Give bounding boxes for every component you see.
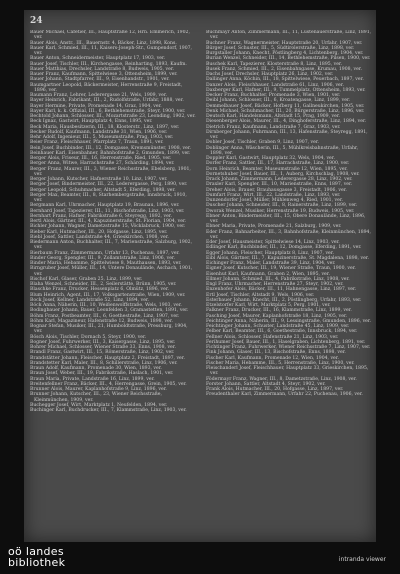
- directory-entry: Bognar Stefan, Musiker, III., 21, Humboldtstraße, Pressburg, 1904, ver.: [30, 324, 188, 335]
- directory-entry: Berger Anna, Witwe, Harrachstraße 27, Schärding, 1894, ver.: [30, 161, 175, 167]
- directory-entry: Blaschke Franz, Drucker, Hessenplatz 6, Olmütz, 1896, ver.: [30, 287, 170, 293]
- directory-entry: Dorfer Franz, Sattler, III., 17, Harrachstraße, Linz, 1900, ver.: [206, 161, 350, 167]
- directory-entry: Bauer Alois, Anstr., III., Bauernstr. 4, Bäcker, Linz, 1898, Kons.: [30, 40, 177, 46]
- directory-entry: Bayer Heinrich, Fabrikant, III., 2, Rudolfstraße, Urfahr, 1888, ver.: [30, 98, 184, 104]
- directory-entry: Dornetshuber Josef, Bauer, III., 1, Auberg, Kirchschlag, 1908, ver.: [206, 171, 360, 177]
- directory-entry: Brandstätter Johann, Fleischer, Hauptplatz 2, Freistadt, 1897, ver.: [30, 355, 185, 361]
- directory-entry: Brunner Alois, Maurer, Kaplanhofstraße 9, Linz, 1896, ver.: [30, 387, 167, 392]
- directory-entry: Behr Adolf, Ingenieur, III., 5, Museumstraße, Prag, 1903, ver.: [30, 135, 174, 140]
- directory-entry: Breitenfellner Franz, Bäcker, III., 4, Herrengasse, Grein, 1905, ver.: [30, 381, 187, 387]
- directory-entry: Berger Josef, Bindermeister, III., 22, Lederergasse, Perg, 1890, ver.: [30, 182, 188, 188]
- page-number: 24: [30, 16, 43, 26]
- directory-entry: Ellmer Johann, Schmied, III., 4, Fabrikstraße, Linz, 1908, ver.: [206, 276, 350, 282]
- directory-entry: Dworak Wenzel, Musiker, Herrenstraße 19, Budweis, 1905, ver.: [206, 208, 355, 214]
- directory-entry: Buchegger Josef, Wirt, Marktplatz 1, Neufelden, 1894, ver.: [30, 402, 168, 408]
- directory-entry: Binder Maria, Hebamme, Spittelwiese 8, Mauthausen, 1893, ver.: [30, 261, 182, 266]
- directory-entry: Biebl Josef, Sattler, Landstraße 44, Grieskirchen, 1908, ver.: [30, 234, 169, 240]
- directory-entry: Bichler Johann, Wagner, Dametzstraße 15, Vöcklabruck, 1900, ver.: [30, 224, 186, 230]
- directory-entry: Birngruber Josef, Müller, III., 14, Untere Donaulände, Aschach, 1901, ver.: [30, 266, 193, 277]
- directory-entry: Bock Josef, Kellner, Landstraße 52, Linz, 1894, ver.: [30, 297, 150, 303]
- directory-entry: Binder Georg, Spengler, III., 9, Zollamtstraße, Linz, 1906, ver.: [30, 255, 176, 261]
- directory-entry: Bischof Karl, Glaser, Graben 25, Linz, 1899, ver.: [30, 276, 143, 282]
- directory-entry: Bayer Karl, k. k. Offizial, III., 6, Bethlehemstraße, Steyr, 1900, ver.: [30, 108, 186, 114]
- directory-entry: Bauer Josef, Tischler, III., Kirchengasse, Reinharting, 1893, Kaufm.: [30, 61, 187, 67]
- directory-entry: Fink Johann, Glaser, III., 13, Bischofstraße, Enns, 1898, ver.: [206, 350, 346, 356]
- directory-entry: Becker Rudolf, Kaufmann, Landstraße 31, Wien, 1906, ver.: [30, 129, 168, 135]
- directory-entry: Edlinger Karl, Buchbinder, III., 12, Domgasse, Eferding, 1891, ver.: [206, 245, 362, 251]
- directory-entry: Bürger Josef, Schuster, III., 5, Südtirolerstraße, Linz, 1898, ver.: [206, 45, 355, 51]
- logo-line-1: oö landes: [8, 545, 64, 558]
- directory-entry: Ferihumer Josef, Bauer, III., 1, Haselgraben, Lichtenberg, 1891, ver.: [206, 339, 366, 345]
- directory-entry: Braun Maria, Private, Landstraße 16, Linz, 1899, ver.: [30, 376, 155, 382]
- viewer-credit[interactable]: intranda viewer: [338, 556, 386, 563]
- directory-entry: Beier Franz, Fleischhauer, Pfarrplatz 7, Traun, 1891, ver.: [30, 140, 164, 146]
- directory-entry: Felber Karl, Beamter, III., 6, Goethestraße, Innsbruck, 1894, ver.: [206, 329, 358, 335]
- directory-entry: Enzenhofer Alois, Bäcker, III., 11, Hahnengasse, Linz, 1897, ver.: [206, 287, 357, 293]
- directory-entry: Baumgartner Leopold, Bäckermeister, Herrenstraße 9, Freistadt, 1896, ver.: [30, 82, 183, 93]
- directory-entry: Baumann Franz, Lehrer, Lederergasse 21, Wels, 1909, ver.: [30, 93, 167, 98]
- directory-entry: Beck Ignaz, Gastwirt, Hauptplatz 4, Enns, 1895, ver.: [30, 119, 153, 125]
- directory-entry: Dietrich Franz, Kaufmann, Landstraße 7, Graz, 1903, ver.: [206, 124, 341, 130]
- directory-entry: Dobler Josef, Tischler, Graben 9, Linz, 1907, ver.: [206, 140, 320, 146]
- directory-entry: Buchmayr Anton, Zimmermann, III., 11, Lustenauerstraße, Linz, 1891, ver.: [206, 30, 372, 41]
- directory-entry: Bauer Johann, Stadtpfarrer, III., 9, Eisenhandstr., 1901, ver.: [30, 77, 170, 83]
- directory-entry: Esterbauer Johann, Knecht, III., 2, Pöstlingberg, Urfahr, 1893, ver.: [206, 297, 362, 303]
- left-column: [30, 30, 196, 536]
- directory-entry: Bayer Hermine, Private, Promenade 14, Graz, 1904, ver.: [30, 103, 162, 109]
- directory-entry: Böck Anna, Näherin, III., 10, Weißenwolffstraße, Wels, 1903, ver.: [30, 303, 182, 308]
- directory-entry: Frank Alois, Hutmacher, III., 20, Hofgasse, Linz, 1897, ver.: [206, 387, 344, 392]
- directory-entry: Blum Heinrich, Agent, III., 17, Volksgartenstraße, Wien, 1909, ver.: [30, 292, 186, 298]
- directory-entry: Duscher Johann, Schneider, III., 8, Rainerstraße, Linz, 1899, ver.: [206, 203, 358, 209]
- directory-entry: Bernhart Franz, Hafner, Fabrikstraße 6, Steyregg, 1892, ver.: [30, 213, 172, 219]
- directory-entry: Bauer Franz, Kaufmann, Spittelwiese 3, Ottensheim, 1899, ver.: [30, 72, 178, 77]
- directory-entry: Fichtinger Franz, Fuhrwerker, Wiener Reichsstraße 7, Linz, 1907, ver.: [206, 345, 371, 350]
- directory-entry: Eisenhut Karl, Kaufmann, Graben 2, Wien, 1895, ver.: [206, 271, 330, 277]
- directory-entry: Bieber Karl, Hutmacher, III., 20, Hofgasse, Linz, 1895, ver.: [30, 229, 168, 235]
- directory-entry: Bein Josef, Buchbinder, III., 12, Domgasse, Kremsmünster, 1908, ver.: [30, 145, 191, 151]
- directory-entry: Eder Franz, Bahnarbeiter, III., 3, Bahnhofstraße, Kleinmünchen, 1894, ver.: [206, 229, 371, 240]
- directory-entry: Bauer Matthias, Drechsler, Landstraße 8, Budweis, 1905, ver.: [30, 66, 174, 72]
- directory-entry: Bauer Michael, Cafetier, III., Hauptstraße 12, Hrn. Emmerich, 1902, ver.: [30, 30, 190, 41]
- directory-entry: Feichtinger Johann, Schuster, Landstraße 45, Linz, 1909, ver.: [206, 324, 350, 329]
- directory-entry: Berger Leopold, Schuhmacher, Altstadt 5, Eferding, 1898, ver.: [30, 187, 176, 193]
- directory-entry: Danzer Alois, Fleischhauer, Landstraße 61, Linz, 1906, ver.: [206, 82, 344, 88]
- directory-entry: Bogner Josef, Fuhrwerker, III., 3, Kaisergasse, Linz, 1895, ver.: [30, 339, 176, 345]
- directory-entry: Födermayr Franz, Wagner, III., 8, Dametzstraße, Linz, 1908, ver.: [206, 376, 357, 382]
- directory-entry: Bauer Karl, Schmied, III., 11, Kaisers-Joseph-Str., Gumpendorf, 1907, ver.: [30, 45, 193, 56]
- directory-entry: Dorn Heinrich, Beamter, Museumstraße 12, Wien, 1895, ver.: [206, 166, 348, 172]
- directory-entry: Ebner Anton, Bindermeister, III., 15, Obere Donaulände, Linz, 1896, ver.: [206, 213, 366, 224]
- directory-entry: Burgstaller Johann, Knecht, Pöstlingberg 4, Lichtenberg, 1904, ver.: [206, 51, 364, 56]
- directory-entry: Demmelbauer Josef, Bäcker, Hofberg 11, Gallneukirchen, 1905, ver.: [206, 103, 365, 109]
- directory-entry: Blaha Wenzel, Schneider, III., 2, Seilerstätte, Brünn, 1905, ver.: [30, 282, 177, 287]
- directory-entry: Fleischanderl Josef, Fleischhauer, Hauptplatz 33, Grieskirchen, 1895, ver.: [206, 366, 369, 377]
- directory-entry: Brandstetter Karl, Maler, III., 8, Schillerstraße, Linz, 1906, ver.: [30, 360, 178, 366]
- directory-entry: Berger Max, Beamter, III., 8, Starhembergstraße, Innsbruck, 1910, ver.: [30, 192, 187, 203]
- directory-entry: Feichtinger Anna, Näherin, III., 9, Lessingstraße, Gmunden, 1896, ver.: [206, 318, 372, 324]
- directory-entry: Berger Franz, Maurer, III., 3, Wiener Reichsstraße, Ebelsberg, 1901, ver.: [30, 166, 191, 177]
- directory-entry: Falkner Franz, Drucker, III., 16, Klammstraße, Linz, 1899, ver.: [206, 308, 352, 314]
- directory-entry: Burian Wenzel, Schneider, III., 14, Bethlehemstraße, Pilsen, 1900, ver.: [206, 56, 371, 62]
- directory-entry: Engl Franz, Uhrmacher, Herrenstraße 27, Steyr, 1902, ver.: [206, 282, 344, 287]
- directory-entry: Denk Michael, Schuhmacher, III., 20, Bürgerstraße, Linz, 1896, ver.: [206, 108, 365, 114]
- directory-entry: Dachs Josef, Drechsler, Hauptplatz 26, Linz, 1902, ver.: [206, 72, 334, 77]
- directory-entry: Bechtold Johann, Schlosser, III., Mozartstraße 23, Leonding, 1902, ver.: [30, 114, 196, 119]
- directory-entry: Brandl Franz, Gastwirt, III., 15, Römerstraße, Linz, 1902, ver.: [30, 350, 175, 356]
- directory-entry: Eigner Josef, Kutscher, III., 19, Wiener Straße, Traun, 1900, ver.: [206, 266, 356, 272]
- directory-entry: Daxberger Karl, Hafner, III., 9, Tummelplatz, Ottensheim, 1893, ver.: [206, 87, 366, 93]
- directory-entry: Bauer Anton, Schneidermeister, Hauptplatz 17, 1903, ver.: [30, 56, 166, 62]
- directory-entry: Buchner Franz, Wagnermeister, Hauptstraße 20, Urfahr, 1907, ver.: [206, 40, 363, 46]
- directory-entry: Ebner Maria, Private, Promenade 21, Salzburg, 1909, ver.: [206, 224, 342, 230]
- directory-entry: Berger Alois, Friseur, III., 16, Herrenstraße, Ried, 1905, ver.: [30, 156, 172, 161]
- directory-entry: Bodingbauer Johann, Bauer, Leonfelden 3, Gramastetten, 1891, ver.: [30, 308, 189, 314]
- directory-entry: Deutsch Karl, Handelsmann, Altstadt 15, Prag, 1909, ver.: [206, 114, 340, 119]
- directory-entry: Bohrer Michael, Schlosser, Wiener Straße 33, Enns, 1908, ver.: [30, 345, 176, 350]
- directory-entry: Bergmann Karl, Uhrmacher, Hauptplatz 19, Braunau, 1896, ver.: [30, 203, 180, 209]
- right-column: [206, 30, 372, 536]
- directory-entry: Forster Johann, Sattler, Altstadt 4, Steyr, 1902, ver.: [206, 381, 326, 387]
- directory-entry: Biedermann Anton, Buchhalter, III., 7, Marienstraße, Salzburg, 1902, ver.: [30, 240, 193, 251]
- directory-entry: Buchinger Karl, Buchdrucker, III., 7, Klammstraße, Linz, 1903, ver.: [30, 408, 187, 413]
- directory-entry: Busek Franz, Schmied, III., 2, Eisenbahngasse, Krumau, 1908, ver.: [206, 66, 362, 72]
- directory-entry: Freudenthaler Karl, Zimmermann, Urfahr 22, Puchenau, 1906, ver.: [206, 392, 363, 398]
- directory-entry: Egger Johann, Fleischer, Hauptplatz 8, Linz, 1907, ver.: [206, 250, 334, 256]
- scanned-page: [24, 10, 376, 542]
- directory-entry: Beinhauer Karl, Eisenbahner, Bahnhofstraße 2, Gmunden, 1899, ver.: [30, 150, 191, 156]
- directory-entry: Eder Josef, Hausmeister, Spittelwiese 14, Linz, 1903, ver.: [206, 240, 340, 245]
- directory-entry: Draxler Karl, Spengler, III., 10, Marienstraße, Enns, 1897, ver.: [206, 182, 353, 188]
- footer-bar: [0, 546, 400, 574]
- directory-entry: Fischer Maria, Hebamme, III., 5, Herrenstraße, Linz, 1900, ver.: [206, 360, 355, 366]
- directory-entry: Doppler Karl, Gastwirt, Hauptplatz 32, Wels, 1904, ver.: [206, 156, 335, 161]
- directory-entry: Drack Johann, Zimmermann, Lederergasse 28, Linz, 1902, ver.: [206, 177, 353, 182]
- directory-entry: Bierbaum Franz, Zimmermann, Urfahr 13, Puchenau, 1897, ver.: [30, 250, 180, 256]
- directory-entry: Etzelstorfer Karl, Wirt, Marktplatz 5, Perg, 1901, ver.: [206, 303, 331, 308]
- directory-entry: Diesenberger Alois, Maurer, III., 4, Dinghoferstraße, Linz, 1894, ver.: [206, 119, 367, 125]
- directory-entry: Brunner Johann, Kutscher, III., 23, Wiener Reichsstraße, Kleinmünchen, 1909, ver.: [30, 392, 162, 403]
- directory-entry: Dunzendorfer Josef, Müller, Mühlenweg 4, Ried, 1901, ver.: [206, 198, 343, 203]
- directory-entry: Bertl Alois, Gärtner, III., 4, Kapuzinerstraße, St. Florian, 1904, ver.: [30, 219, 187, 224]
- directory-entry: Dallinger Anna, Köchin, III., 18, Spittelwiese, Peuerbach, 1897, ver.: [206, 77, 364, 83]
- directory-entry: Doblinger Anna, Wäscherin, III., 5, Mühlkreisbahnstraße, Urfahr, 1898, ver.: [206, 145, 359, 156]
- directory-entry: Deibl Johann, Schlosser, III., 6, Kroatengasse, Linz, 1899, ver.: [206, 98, 351, 104]
- logo-line-2: bibliothek: [8, 556, 66, 569]
- directory-entry: Buschek Karl, Tapezierer, Klosterstraße 8, Linz, 1895, ver.: [206, 61, 343, 67]
- directory-entry: Böhm Karl, Magazineur, Hafenstraße 12, Budweis, 1898, ver.: [30, 318, 173, 324]
- directory-entry: Dreher Alois, Brauer, Brauhausgasse 3, Freistadt, 1906, ver.: [206, 187, 347, 193]
- directory-entry: Decker Franz, Buchhalter, Promenade 3, Wien, 1901, ver.: [206, 93, 341, 98]
- directory-entry: Böhm Franz, Postbeamter, III., 6, Goethestraße, Linz, 1907, ver.: [30, 313, 180, 319]
- directory-entry: Eibl Alois, Gärtner, III., 7, Kapuzinerstraße, St. Magdalena, 1898, ver.: [206, 255, 369, 261]
- directory-entry: Bösch Alois, Tischler, Dornach 5, Steyr, 1900, ver.: [30, 334, 147, 340]
- library-logo[interactable]: [8, 546, 65, 568]
- directory-entry: Fellner Alois, Schlosser, Hafenstraße 21, Linz, 1903, ver.: [206, 334, 339, 340]
- directory-entry: Berger Johann, Kutscher, Hafnerstraße 10, Linz, 1907, ver.: [30, 177, 168, 182]
- directory-entry: Dirnberger Johann, Fuhrmann, III., 13, Hafenstraße, Steyregg, 1891, ver.: [206, 129, 368, 140]
- directory-entry: Beck Maria, Hausbesitzerin, III., 18, Klosterstr., Linz, 1897, ver.: [30, 124, 180, 130]
- directory-entry: Braun Adolf, Kaufmann, Promenade 30, Wien, 1893, ver.: [30, 366, 162, 371]
- directory-entry: Dumfart Franz, Wirt, III., 22, Landstraße, Linz, 1893, ver.: [206, 192, 341, 198]
- directory-entry: Eichinger Franz, Maler, Landstraße 39, Linz, 1904, ver.: [206, 261, 336, 266]
- directory-entry: Ertl Josef, Tischler, Altstadt 9, Wels, 1906, ver.: [206, 292, 315, 298]
- directory-entry: Fasching Josef, Maurer, Kaplanhofstraße 18, Linz, 1905, ver.: [206, 313, 348, 319]
- directory-entry: Bernhard Josef, Tapezierer, III., 11, Bischofstraße, Linz, 1903, ver.: [30, 208, 185, 214]
- directory-entry: Fischer Karl, Kaufmann, Promenade 12, Wien, 1904, ver.: [206, 355, 339, 361]
- directory-entry: Braun Josef, Weber, III., 19, Fabrikstraße, Haslach, 1901, ver.: [30, 371, 174, 377]
